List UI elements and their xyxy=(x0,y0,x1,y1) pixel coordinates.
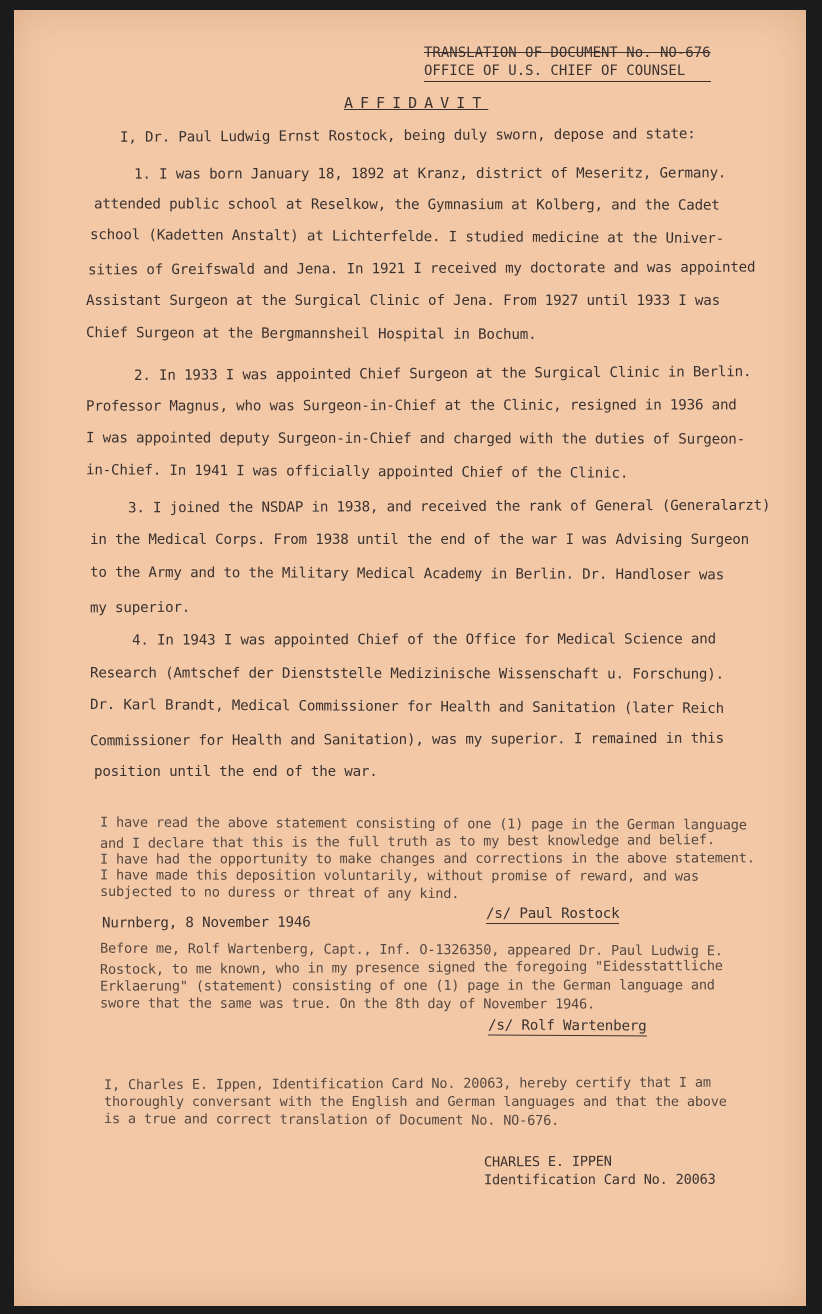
document-page xyxy=(14,10,806,1306)
translator-line-3: is a true and correct translation of Document No. NO-676. xyxy=(103,1111,560,1129)
p3-line-1: 3. I joined the NSDAP in 1938, and received the rank of General (Generalarzt) xyxy=(127,497,771,517)
document-header xyxy=(424,44,711,82)
p1-line-2: attended public school at Reselkow, the Gymnasium at Kolberg, and the Cadet xyxy=(93,196,720,214)
p2-line-2: Professor Magnus, who was Surgeon-in-Chief at the Clinic, resigned in 1936 and xyxy=(85,397,737,415)
translator-line-2: thoroughly conversant with the English and German languages and that the above xyxy=(104,1094,727,1110)
translator-id: Identification Card No. 20063 xyxy=(483,1171,716,1189)
p3-line-3: to the Army and to the Military Medical Academy in Berlin. Dr. Handloser was xyxy=(89,564,724,584)
p2-line-1: 2. In 1933 I was appointed Chief Surgeon at the Surgical Clinic in Berlin. xyxy=(133,364,752,384)
p1-line-6: Chief Surgeon at the Bergmannsheil Hospital in Bochum. xyxy=(85,325,537,343)
cert-line-2: Rostock, to me known, who in my presence signed the foregoing "Eidesstattliche xyxy=(99,958,723,978)
signature-wartenberg: /s/ Rolf Wartenberg xyxy=(487,1017,647,1035)
p4-line-3: Dr. Karl Brandt, Medical Commissioner for Health and Sanitation (later Reich xyxy=(89,697,725,717)
translation-line: TRANSLATION OF DOCUMENT No. NO-676 xyxy=(424,45,711,61)
p4-line-2: Research (Amtschef der Dienststelle Medizinische Wissenschaft u. Forschung). xyxy=(89,665,724,683)
p3-line-4: my superior. xyxy=(89,599,191,617)
affidavit-title: AFFIDAVIT xyxy=(344,94,489,112)
p2-line-4: in-Chief. In 1941 I was officially appointed Chief of the Clinic. xyxy=(85,462,629,482)
office-line: OFFICE OF U.S. CHIEF OF COUNSEL xyxy=(424,62,711,82)
statement-line-1: I have read the above statement consisting of one (1) page in the German language xyxy=(99,814,747,834)
statement-line-3: I have had the opportunity to make changes and corrections in the above statement. xyxy=(99,850,755,868)
p4-line-5: position until the end of the war. xyxy=(94,764,378,780)
cert-line-4: swore that the same was true. On the 8th day of November 1946. xyxy=(99,995,596,1013)
translator-name: CHARLES E. IPPEN xyxy=(483,1153,612,1171)
p1-line-3: school (Kadetten Anstalt) at Lichterfelde. I studied medicine at the Univer- xyxy=(89,227,725,247)
statement-line-5: subjected to no duress or threat of any kind. xyxy=(99,883,460,903)
statement-line-4: I have made this deposition voluntarily, without promise of reward, and was xyxy=(99,867,699,885)
translator-line-1: I, Charles E. Ippen, Identification Card No. 20063, hereby certify that I am xyxy=(103,1074,711,1094)
intro-line: I, Dr. Paul Ludwig Ernst Rostock, being duly sworn, depose and state: xyxy=(119,126,696,146)
cert-line-1: Before me, Rolf Wartenberg, Capt., Inf. O-1326350, appeared Dr. Paul Ludwig E. xyxy=(99,940,723,960)
p1-line-5: Assistant Surgeon at the Surgical Clinic of Jena. From 1927 until 1933 I was xyxy=(86,293,720,309)
cert-line-3: Erklaerung" (statement) consisting of one (1) page in the German language and xyxy=(99,977,715,995)
p1-line-4: sities of Greifswald and Jena. In 1921 I received my doctorate and was appointed xyxy=(87,259,756,279)
p1-line-1: 1. I was born January 18, 1892 at Kranz, district of Meseritz, Germany. xyxy=(133,165,727,183)
signature-rostock: /s/ Paul Rostock xyxy=(486,906,620,922)
p4-line-1: 4. In 1943 I was appointed Chief of the Office for Medical Science and xyxy=(131,631,716,649)
p3-line-2: in the Medical Corps. From 1938 until the end of the war I was Advising Surgeon xyxy=(90,532,749,548)
statement-line-2: and I declare that this is the full truth as to my best knowledge and belief. xyxy=(99,832,715,852)
place-date: Nurnberg, 8 November 1946 xyxy=(101,914,311,932)
p4-line-4: Commissioner for Health and Sanitation), was my superior. I remained in this xyxy=(89,730,724,750)
p2-line-3: I was appointed deputy Surgeon-in-Chief and charged with the duties of Surgeon- xyxy=(85,430,746,448)
